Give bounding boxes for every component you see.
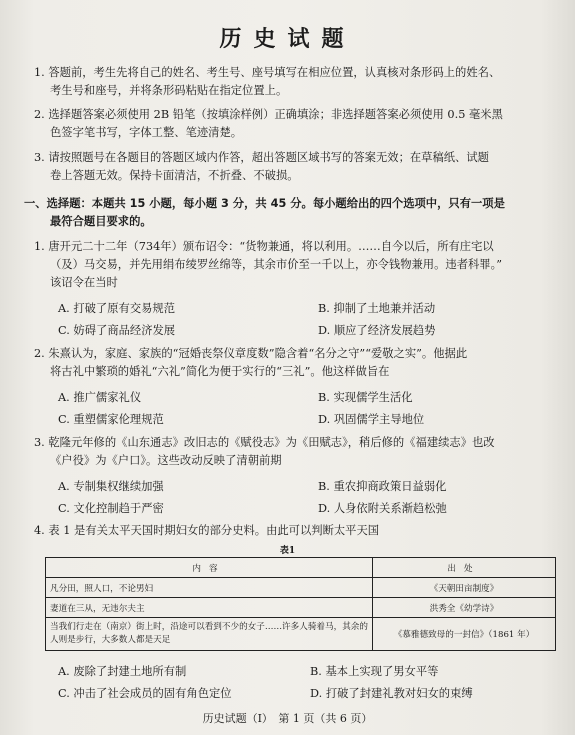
q2-stem-line-2: 将古礼中繁琐的婚礼“六礼”简化为便于实行的“三礼”。他这样做旨在 (50, 365, 390, 378)
table-cell-source: 洪秀全《幼学诗》 (373, 598, 556, 618)
q1-stem-line-3: 该诏令在当时 (50, 276, 118, 289)
q2-option-a[interactable]: A. 推广儒家礼仪 (58, 391, 142, 404)
q1-stem-line-1: 1. 唐开元二十二年（734年）颁布诏令：“货物兼通，将以利用。……自今以后，所有庄宅以 (34, 240, 494, 253)
source-table (45, 557, 556, 651)
table-row (46, 618, 556, 651)
instruction-2-line-1: 2. 选择题答案必须使用 2B 铅笔（按填涂样例）正确填涂；非选择题答案必须使用 0.5 毫米黑 (34, 108, 503, 121)
q2-stem-line-1: 2. 朱熹认为，家庭、家族的“冠婚丧祭仪章度数”隐含着“名分之守”“爱敬之实”。他据此 (34, 347, 468, 360)
instruction-2-line-2: 色签字笔书写，字体工整、笔迹清楚。 (50, 126, 243, 139)
instruction-1-line-2: 考生号和座号，并将条形码粘贴在指定位置上。 (50, 84, 288, 97)
q3-option-a[interactable]: A. 专制集权继续加强 (58, 480, 164, 493)
section-header-line-1: 一、选择题：本题共 15 小题，每小题 3 分，共 45 分。每小题给出的四个选项中，只有一项是 (24, 197, 505, 210)
q4-option-c[interactable]: C. 冲击了社会成员的固有角色定位 (58, 687, 232, 700)
q1-stem-line-2: （及）马交易，并先用绢布绫罗丝绵等，其余市价至一千以上，亦令钱物兼用。违者科罪。” (50, 258, 503, 271)
table-cell-content: 妻道在三从，无违尔夫主 (46, 598, 373, 618)
q4-stem-line-1: 4. 表 1 是有关太平天国时期妇女的部分史料。由此可以判断太平天国 (34, 524, 380, 537)
q1-option-c[interactable]: C. 妨碍了商品经济发展 (58, 324, 176, 337)
q3-stem-line-2: 《户役》为《户口》。这些改动反映了清朝前期 (50, 454, 282, 467)
q3-stem-line-1: 3. 乾隆元年修的《山东通志》改旧志的《赋役志》为《田赋志》，稍后修的《福建续志》也改 (34, 436, 495, 449)
instruction-3-line-2: 卷上答题无效。保持卡面清洁，不折叠、不破损。 (50, 169, 299, 182)
q1-option-a[interactable]: A. 打破了原有交易规范 (58, 302, 176, 315)
q3-option-c[interactable]: C. 文化控制趋于严密 (58, 502, 164, 515)
q2-option-d[interactable]: D. 巩固儒学主导地位 (318, 413, 425, 426)
table-cell-content: 凡分田，照人口，不论男妇 (46, 578, 373, 598)
table-header-content: 内容 (46, 558, 373, 578)
page-footer: 历史试题（Ⅰ） 第 1 页（共 6 页） (202, 712, 373, 725)
table-caption: 表1 (279, 546, 296, 556)
instruction-1-line-1: 1. 答题前，考生先将自己的姓名、考生号、座号填写在相应位置，认真核对条形码上的姓名、 (34, 66, 501, 79)
table-cell-source: 《天朝田亩制度》 (373, 578, 556, 598)
q2-option-c[interactable]: C. 重塑儒家伦理规范 (58, 413, 164, 426)
q3-option-b[interactable]: B. 重农抑商政策日益弱化 (318, 480, 447, 493)
table-row (46, 578, 556, 598)
table-header-source: 出处 (373, 558, 556, 578)
q4-option-a[interactable]: A. 废除了封建土地所有制 (58, 665, 187, 678)
q4-option-d[interactable]: D. 打破了封建礼教对妇女的束缚 (310, 687, 473, 700)
table-cell-source: 《慕雅德致母的一封信》（1861 年） (373, 618, 556, 651)
q2-option-b[interactable]: B. 实现儒学生活化 (318, 391, 413, 404)
q4-option-b[interactable]: B. 基本上实现了男女平等 (310, 665, 439, 678)
page-title: 历史试题 (219, 27, 356, 52)
table-cell-content: 当我们行走在（南京）街上时，沿途可以看到不少的女子……许多人骑着马，其余的人则是步行，大多数人都是天足 (46, 618, 373, 651)
instruction-3-line-1: 3. 请按照题号在各题目的答题区域内作答，超出答题区域书写的答案无效；在草稿纸、试题 (34, 151, 489, 164)
q1-option-b[interactable]: B. 抑制了土地兼并活动 (318, 302, 436, 315)
section-header-line-2: 最符合题目要求的。 (50, 215, 152, 228)
q3-option-d[interactable]: D. 人身依附关系渐趋松弛 (318, 502, 447, 515)
table-row (46, 598, 556, 618)
q1-option-d[interactable]: D. 顺应了经济发展趋势 (318, 324, 436, 337)
